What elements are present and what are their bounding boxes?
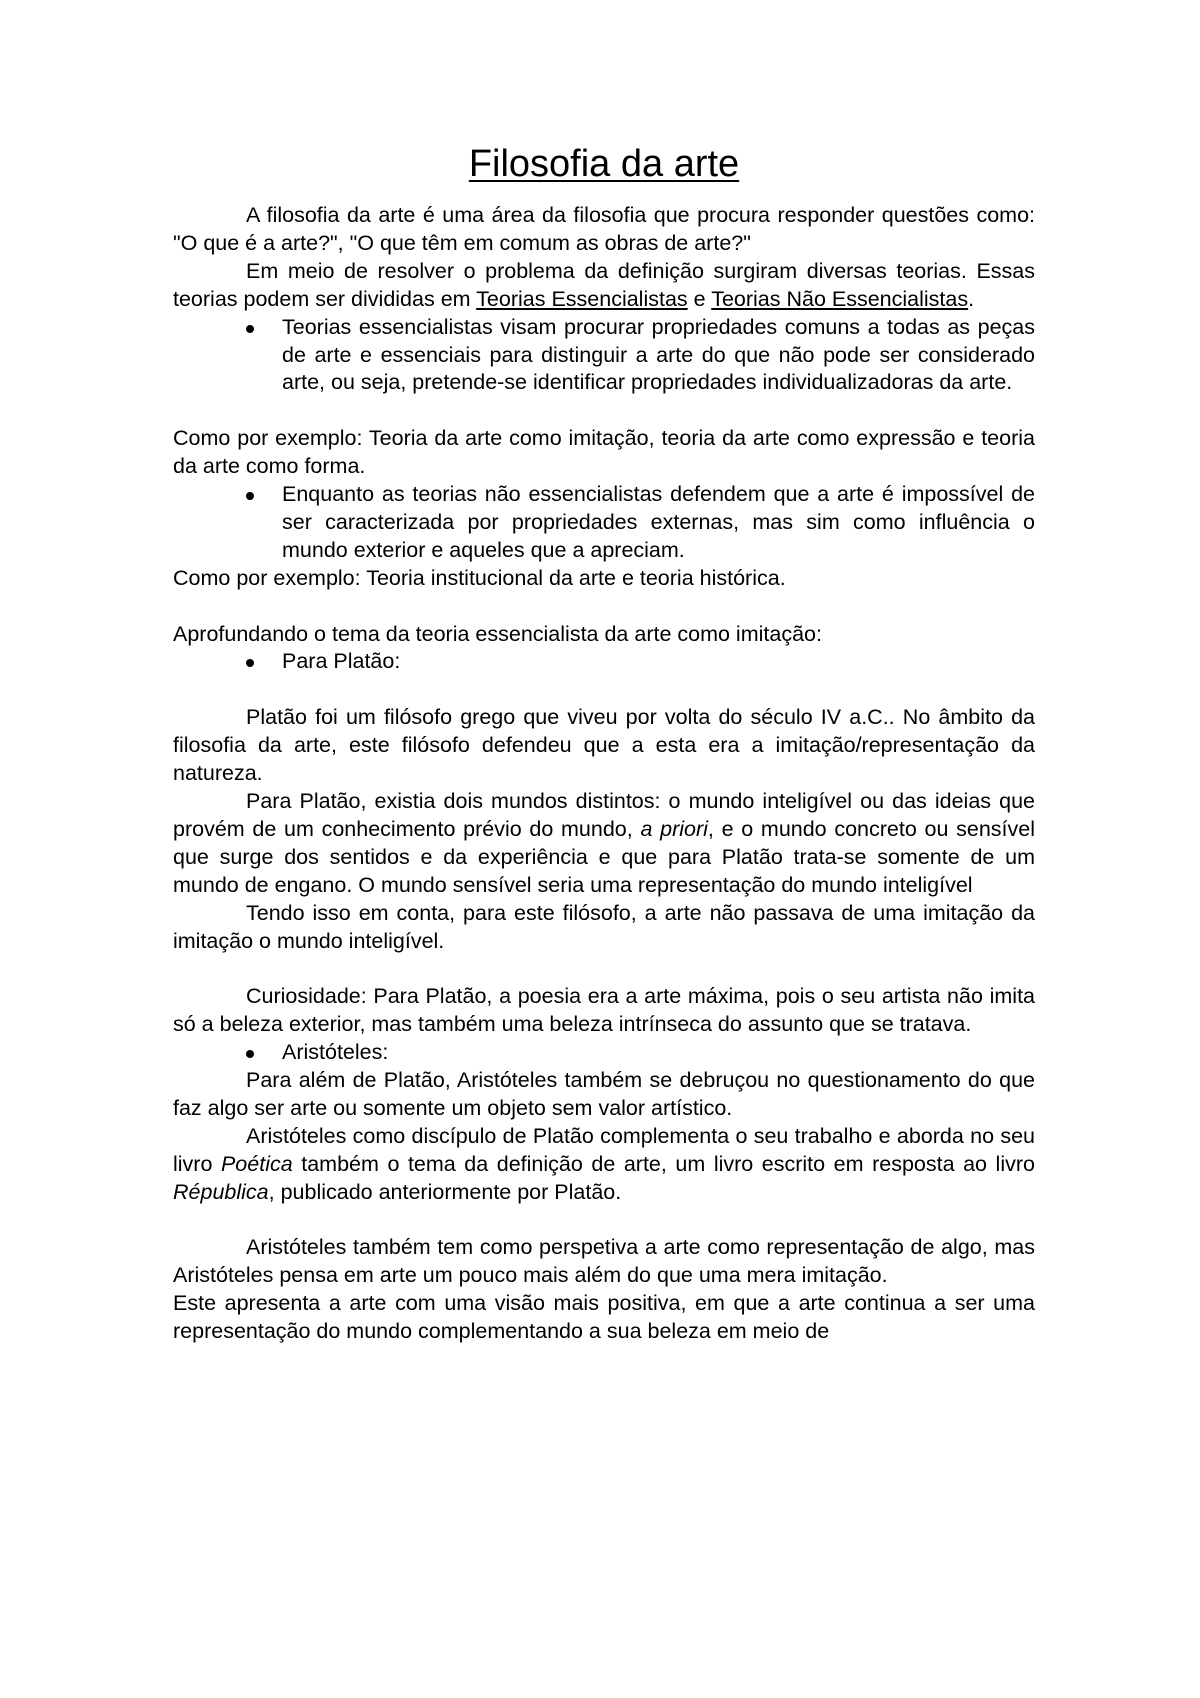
book-title-republica: Républica bbox=[173, 1179, 269, 1204]
paragraph-aristotle-2 bbox=[173, 1123, 1035, 1207]
paragraph-text: Para Platão, existia dois mundos distintos: o mundo inteligível ou das ideias que provém de um conhecimento prévio do mundo, bbox=[173, 788, 1035, 841]
paragraph-text: Em meio de resolver o problema da definição surgiram diversas teorias. Essas teorias podem ser divididas em bbox=[173, 258, 1035, 311]
paragraph-aristotle-4: Este apresenta a arte com uma visão mais positiva, em que a arte continua a ser uma representação do mundo complementando a sua beleza em meio de bbox=[173, 1291, 1035, 1344]
non-essentialist-theories-link: Teorias Não Essencialistas bbox=[711, 286, 969, 311]
bullet-text: Aristóteles: bbox=[282, 1040, 389, 1065]
bullet-icon bbox=[246, 325, 254, 333]
bullet-item-non-essentialist bbox=[173, 481, 1035, 565]
blank-line bbox=[173, 1207, 1035, 1235]
bullet-icon bbox=[246, 1050, 254, 1058]
book-title-poetica: Poética bbox=[220, 1151, 293, 1176]
bullet-icon bbox=[246, 492, 254, 500]
italic-term: a priori bbox=[640, 816, 708, 841]
bullet-item-aristotle bbox=[173, 1039, 1035, 1067]
paragraph-text: também o tema da definição de arte, um livro escrito em resposta ao livro bbox=[292, 1151, 1035, 1176]
bullet-icon bbox=[246, 659, 254, 667]
blank-line bbox=[173, 955, 1035, 983]
blank-line bbox=[173, 397, 1035, 425]
paragraph-curiosity: Curiosidade: Para Platão, a poesia era a arte máxima, pois o seu artista não imita só a beleza exterior, mas também uma beleza intrínseca do assunto que se tratava. bbox=[173, 984, 1035, 1037]
paragraph-example-1: Como por exemplo: Teoria da arte como imitação, teoria da arte como expressão e teoria da arte como forma. bbox=[173, 426, 1035, 479]
paragraph-text: , e o mundo concreto ou sensível que surge dos sentidos e da experiência e que para Platão trata-se somente de um mundo de engano. O mundo sensível seria uma representação do mundo inteligível bbox=[173, 816, 1036, 897]
page-title: Filosofia da arte bbox=[468, 143, 740, 185]
bullet-item-plato bbox=[173, 648, 1035, 676]
paragraph-text: e bbox=[687, 286, 712, 311]
paragraph-theories bbox=[173, 258, 1035, 314]
bullet-text: Teorias essencialistas visam procurar propriedades comuns a todas as peças de arte e essenciais para distinguir a arte do que não pode ser considerado arte, ou seja, pretende-se identificar propriedades individualizadoras da arte. bbox=[282, 314, 1035, 395]
paragraph-example-2: Como por exemplo: Teoria institucional da arte e teoria histórica. bbox=[173, 565, 786, 590]
paragraph-intro: A filosofia da arte é uma área da filosofia que procura responder questões como: "O que é a arte?", "O que têm em comum as obras de arte?" bbox=[173, 203, 1035, 255]
paragraph-deepening: Aprofundando o tema da teoria essencialista da arte como imitação: bbox=[173, 621, 822, 646]
paragraph-aristotle-1: Para além de Platão, Aristóteles também se debruçou no questionamento do que faz algo ser arte ou somente um objeto sem valor artístico. bbox=[173, 1068, 1035, 1120]
essentialist-theories-link: Teorias Essencialistas bbox=[476, 286, 688, 311]
paragraph-plato-1: Platão foi um filósofo grego que viveu por volta do século IV a.C.. No âmbito da filosofia da arte, este filósofo defendeu que a esta era a imitação/representação da natureza. bbox=[173, 705, 1035, 786]
paragraph-text: . bbox=[968, 286, 975, 311]
blank-line bbox=[173, 593, 1035, 621]
bullet-item-essentialist bbox=[173, 314, 1035, 398]
bullet-text: Para Platão: bbox=[282, 649, 401, 674]
paragraph-plato-2 bbox=[173, 788, 1035, 900]
paragraph-aristotle-3: Aristóteles também tem como perspetiva a arte como representação de algo, mas Aristóteles pensa em arte um pouco mais além do que uma mera imitação. bbox=[173, 1235, 1035, 1288]
bullet-text: Enquanto as teorias não essencialistas defendem que a arte é impossível de ser caracterizada por propriedades externas, mas sim como influência o mundo exterior e aqueles que a apreciam. bbox=[282, 482, 1035, 562]
document-page bbox=[173, 140, 1035, 1346]
blank-line bbox=[173, 676, 1035, 704]
paragraph-plato-3: Tendo isso em conta, para este filósofo, a arte não passava de uma imitação da imitação o mundo inteligível. bbox=[173, 900, 1035, 953]
paragraph-text: , publicado anteriormente por Platão. bbox=[268, 1179, 622, 1204]
paragraph-text: Aristóteles como discípulo de Platão complementa o seu trabalho e aborda no seu livro bbox=[173, 1123, 1035, 1176]
